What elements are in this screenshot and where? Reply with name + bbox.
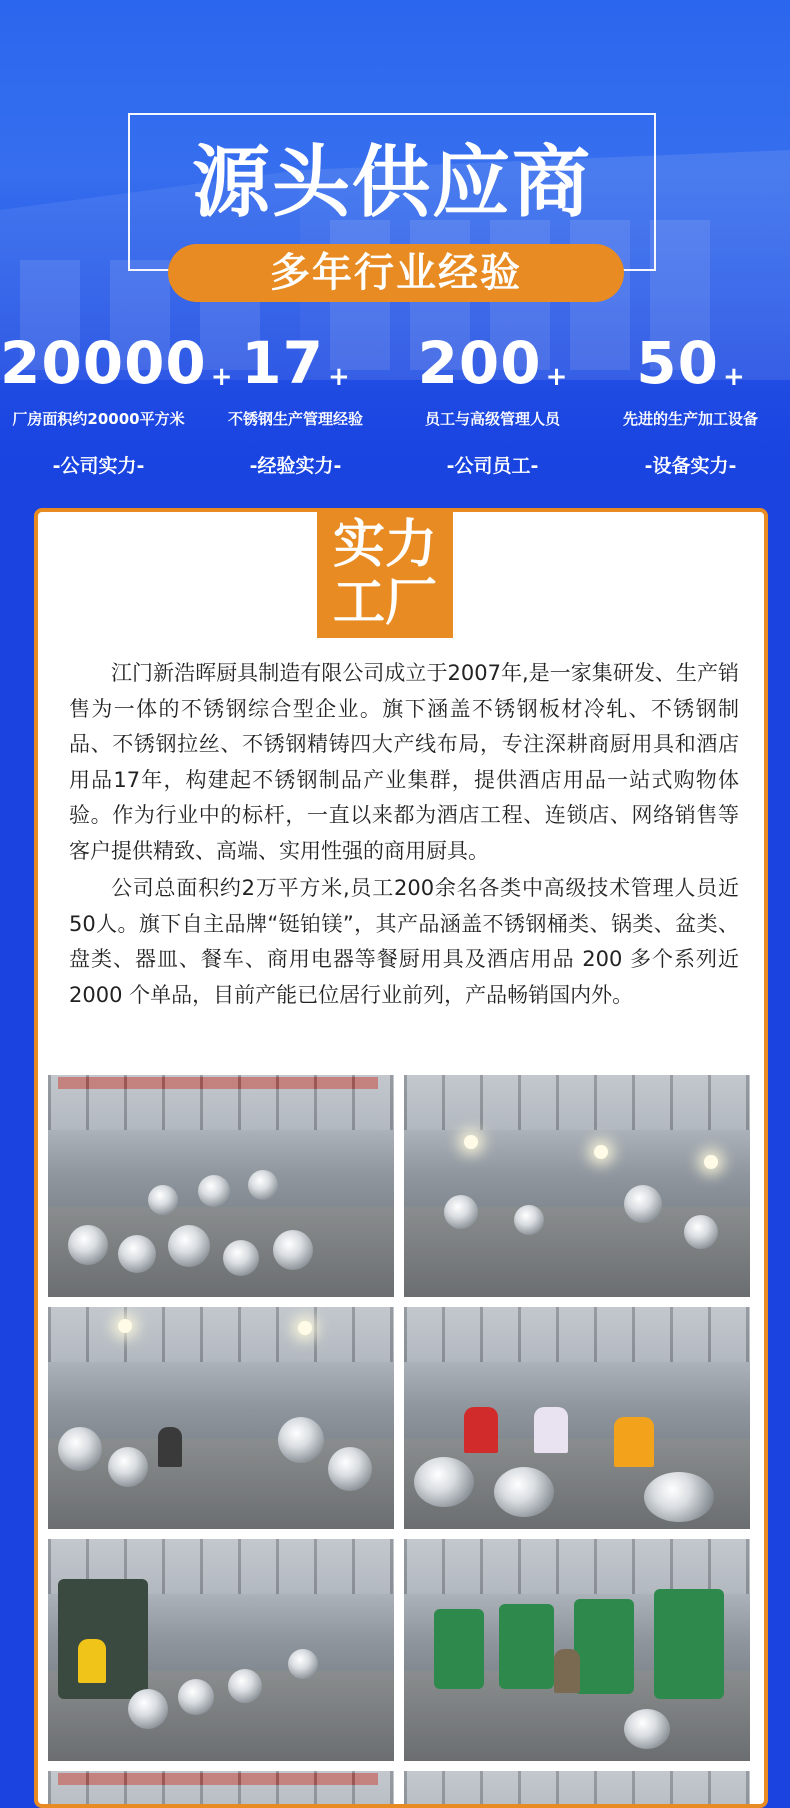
company-scale-paragraph: 公司总面积约2万平方米,员工200余名各类中高级技术管理人员近50人。旗下自主品牌“铤铂镁”，其产品涵盖不锈钢桶类、锅类、盆类、盘类、器皿、餐车、商用电器等餐厨用具及酒店用品 200 多个系列近 2000 个单品，目前产能已位居行业前列，产品畅销国内外。 [69,876,739,1007]
factory-photo-coils [48,1075,394,1297]
stat-desc: 不锈钢生产管理经验 [227,410,363,428]
stat-employees [394,330,591,478]
subtitle-pill: 多年行业经验 [168,244,624,302]
stat-tag: -设备实力- [644,455,737,477]
factory-photo-press-line [48,1539,394,1761]
stat-desc: 厂房面积约20000平方米 [12,410,185,428]
stat-experience [197,330,394,478]
stat-plus: + [327,362,350,392]
badge-line-1: 实力 [332,515,437,575]
factory-photo-bottom-right [404,1771,750,1808]
hero-banner [0,0,790,500]
stat-equipment [592,330,789,478]
stat-number: 20000 [0,329,207,397]
stat-number: 50 [636,329,719,397]
factory-photo-workshop [404,1075,750,1297]
company-intro-paragraph: 江门新浩晖厨具制造有限公司成立于2007年,是一家集研发、生产销售为一体的不锈钢综合型企业。旗下涵盖不锈钢板材冷轧、不锈钢制品、不锈钢拉丝、不锈钢精铸四大产线布局，专注深耕商厨用具和酒店用品17年，构建起不锈钢制品产业集群，提供酒店用品一站式购物体验。作为行业中的标杆，一直以来都为酒店工程、连锁店、网络销售等客户提供精致、高端、实用性强的商用厨具。 [69,661,739,863]
factory-photo-green-presses [404,1539,750,1761]
stat-number: 17 [241,329,324,397]
stat-tag: -经验实力- [249,455,342,477]
factory-photo-bottom-left [48,1771,394,1808]
section-badge [317,512,453,638]
factory-photo-workers [404,1307,750,1529]
stat-desc: 先进的生产加工设备 [622,410,758,428]
stat-factory-area [0,329,233,478]
stat-tag: -公司员工- [446,455,539,477]
stat-plus: + [545,362,568,392]
factory-photo-storage [48,1307,394,1529]
stat-plus: + [210,362,233,392]
badge-line-2: 工厂 [332,573,437,633]
factory-strength-card [34,508,768,1808]
stat-plus: + [722,362,745,392]
stat-tag: -公司实力- [52,455,145,477]
stat-number: 200 [417,329,542,397]
stat-desc: 员工与高级管理人员 [424,410,560,428]
stats-row [0,330,790,480]
page-title: 源头供应商 [191,138,592,228]
